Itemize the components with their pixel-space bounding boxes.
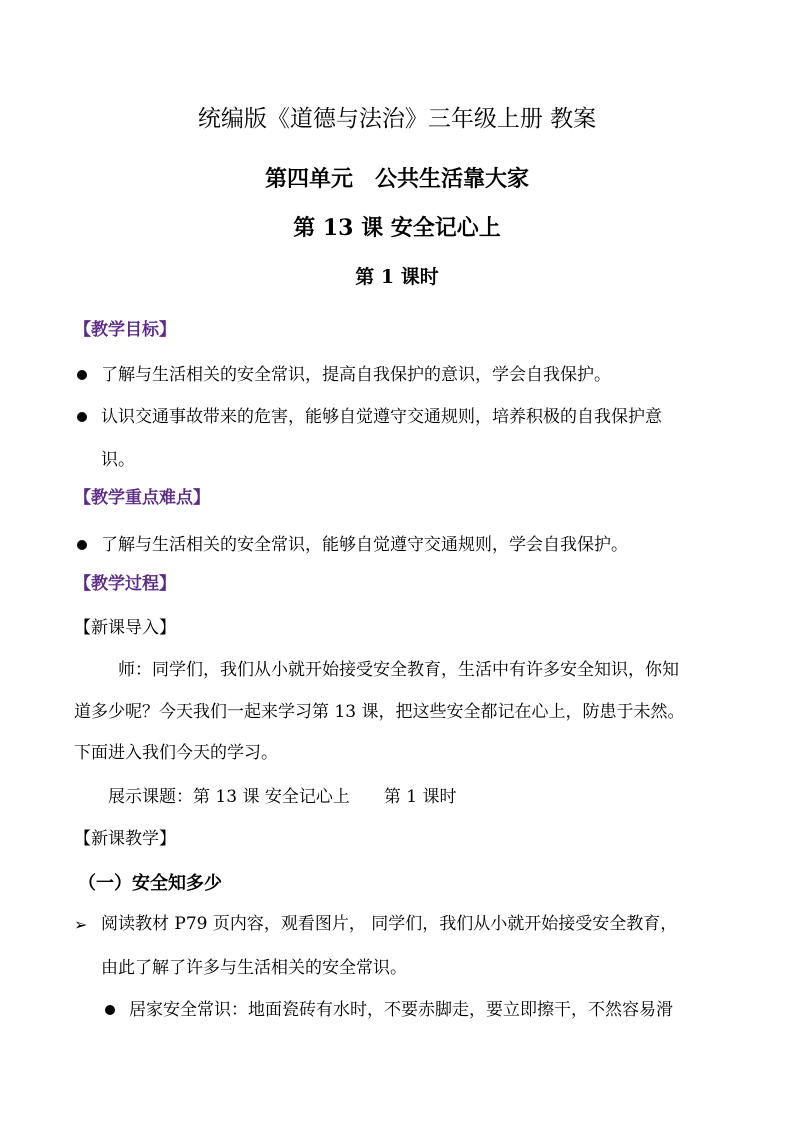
key-point-item-1: 了解与生活相关的安全常识，能够自觉遵守交通规则，学会自我保护。	[101, 535, 628, 555]
intro-heading: 【新课导入】	[74, 618, 176, 638]
bullet-icon	[105, 1005, 115, 1015]
intro-paragraph-line-2: 道多少呢？今天我们一起来学习第 13 课，把这些安全都记在心上，防患于未然。	[74, 702, 685, 722]
period-title: 第 1 课时	[355, 266, 439, 288]
arrow-bullet-icon: ➢	[74, 915, 88, 934]
objective-item-2: 认识交通事故带来的危害，能够自觉遵守交通规则，培养积极的自我保护意	[101, 407, 662, 427]
part1-bullet-item: 居家安全常识：地面瓷砖有水时，不要赤脚走，要立即擦干，不然容易滑	[129, 1000, 673, 1020]
part1-arrow-line-2: 由此了解了许多与生活相关的安全常识。	[101, 958, 407, 978]
key-points-heading: 【教学重点难点】	[74, 488, 210, 508]
unit-title: 第四单元 公共生活靠大家	[264, 166, 529, 192]
objective-item-2-cont: 识。	[101, 450, 135, 470]
bullet-icon	[77, 540, 87, 550]
bullet-icon	[77, 412, 87, 422]
intro-paragraph-line-3: 下面进入我们今天的学习。	[74, 743, 278, 763]
process-heading: 【教学过程】	[74, 574, 176, 594]
objectives-heading: 【教学目标】	[74, 320, 176, 340]
part1-arrow-line-1: 阅读教材 P79 页内容，观看图片， 同学们，我们从小就开始接受安全教育，	[101, 914, 678, 934]
objective-item-1: 了解与生活相关的安全常识，提高自我保护的意识，学会自我保护。	[101, 365, 611, 385]
bullet-icon	[77, 370, 87, 380]
topic-line: 展示课题：第 13 课 安全记心上 第 1 课时	[108, 787, 457, 807]
part1-heading: （一）安全知多少	[78, 873, 222, 894]
teach-heading: 【新课教学】	[74, 829, 176, 849]
intro-paragraph-line-1: 师：同学们，我们从小就开始接受安全教育，生活中有许多安全知识，你知	[118, 660, 679, 680]
lesson-title: 第 13 课 安全记心上	[293, 215, 501, 241]
doc-title: 统编版《道德与法治》三年级上册 教案	[197, 106, 597, 132]
